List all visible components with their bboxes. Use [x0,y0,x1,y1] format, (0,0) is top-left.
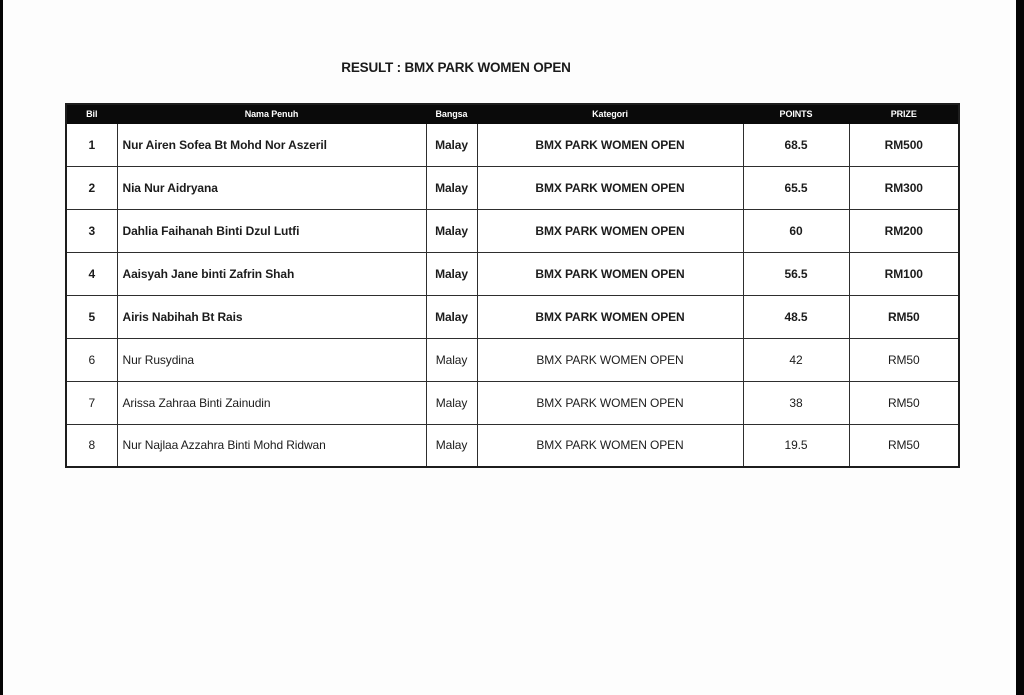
cell-bil: 4 [66,252,117,295]
right-edge-bar [1016,0,1024,695]
cell-prize: RM50 [849,295,959,338]
cell-points: 65.5 [743,166,849,209]
cell-kategori: BMX PARK WOMEN OPEN [477,338,743,381]
cell-kategori: BMX PARK WOMEN OPEN [477,381,743,424]
column-header-kategori: Kategori [477,104,743,123]
cell-kategori: BMX PARK WOMEN OPEN [477,424,743,467]
cell-kategori: BMX PARK WOMEN OPEN [477,295,743,338]
column-header-bil: Bil [66,104,117,123]
cell-prize: RM100 [849,252,959,295]
column-header-bangsa: Bangsa [426,104,477,123]
cell-nama: Nur Rusydina [117,338,426,381]
cell-bangsa: Malay [426,123,477,166]
table-row [66,338,959,381]
cell-bil: 3 [66,209,117,252]
cell-points: 19.5 [743,424,849,467]
cell-kategori: BMX PARK WOMEN OPEN [477,166,743,209]
results-table [65,103,960,468]
cell-nama: Dahlia Faihanah Binti Dzul Lutfi [117,209,426,252]
cell-bangsa: Malay [426,252,477,295]
cell-bangsa: Malay [426,166,477,209]
left-edge-bar [0,0,3,695]
cell-points: 60 [743,209,849,252]
cell-bil: 5 [66,295,117,338]
cell-bangsa: Malay [426,424,477,467]
table-row [66,424,959,467]
cell-nama: Airis Nabihah Bt Rais [117,295,426,338]
cell-nama: Nia Nur Aidryana [117,166,426,209]
cell-bangsa: Malay [426,338,477,381]
header-row [66,104,959,123]
cell-nama: Nur Airen Sofea Bt Mohd Nor Aszeril [117,123,426,166]
cell-prize: RM200 [849,209,959,252]
column-header-prize: PRIZE [849,104,959,123]
page-title: RESULT : BMX PARK WOMEN OPEN [341,60,571,75]
cell-nama: Arissa Zahraa Binti Zainudin [117,381,426,424]
cell-bangsa: Malay [426,295,477,338]
cell-kategori: BMX PARK WOMEN OPEN [477,209,743,252]
cell-points: 42 [743,338,849,381]
cell-points: 38 [743,381,849,424]
cell-kategori: BMX PARK WOMEN OPEN [477,123,743,166]
column-header-nama: Nama Penuh [117,104,426,123]
cell-prize: RM50 [849,424,959,467]
column-header-points: POINTS [743,104,849,123]
table-row [66,252,959,295]
cell-bil: 2 [66,166,117,209]
cell-bangsa: Malay [426,381,477,424]
cell-points: 48.5 [743,295,849,338]
table-row [66,295,959,338]
cell-bil: 7 [66,381,117,424]
cell-prize: RM50 [849,381,959,424]
cell-prize: RM50 [849,338,959,381]
cell-nama: Nur Najlaa Azzahra Binti Mohd Ridwan [117,424,426,467]
cell-nama: Aaisyah Jane binti Zafrin Shah [117,252,426,295]
table-row [66,209,959,252]
results-table-header [66,104,959,123]
cell-kategori: BMX PARK WOMEN OPEN [477,252,743,295]
cell-bil: 6 [66,338,117,381]
cell-prize: RM300 [849,166,959,209]
table-row [66,381,959,424]
cell-bil: 1 [66,123,117,166]
cell-bil: 8 [66,424,117,467]
cell-points: 56.5 [743,252,849,295]
table-row [66,166,959,209]
table-row [66,123,959,166]
cell-points: 68.5 [743,123,849,166]
results-table-body [66,123,959,467]
cell-prize: RM500 [849,123,959,166]
cell-bangsa: Malay [426,209,477,252]
